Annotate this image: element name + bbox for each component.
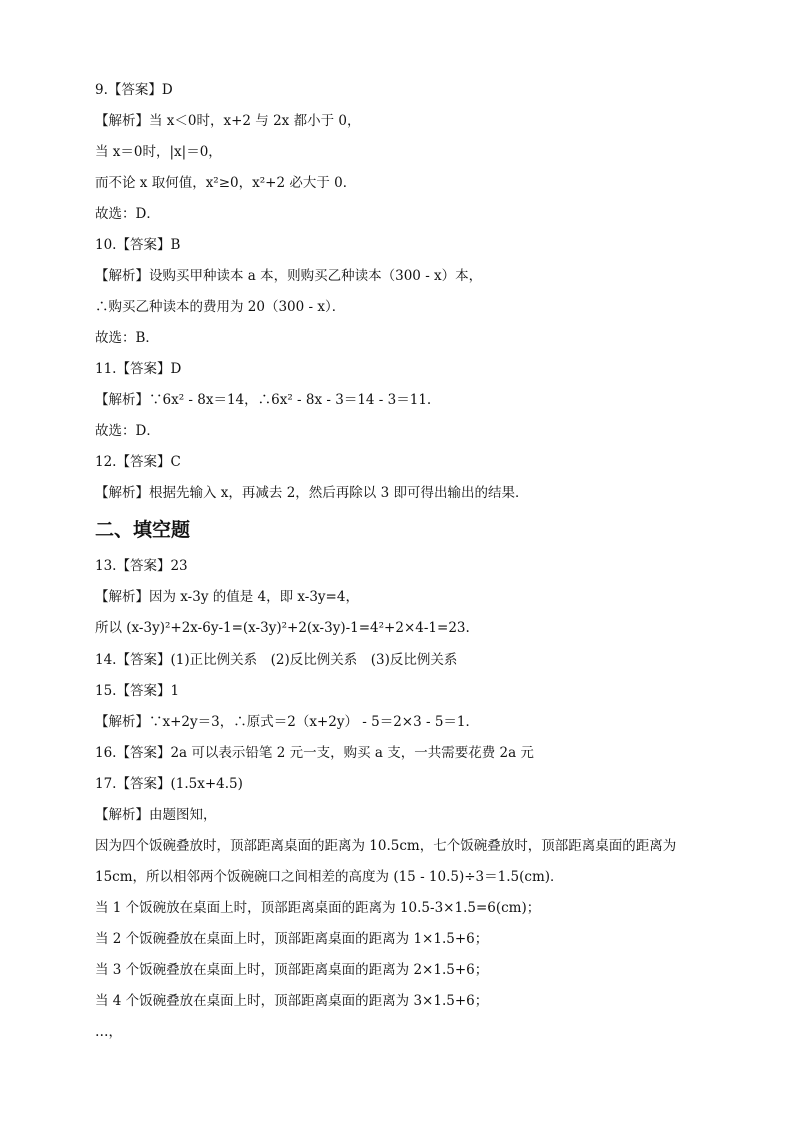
q10-choice: 故选：B． bbox=[95, 330, 159, 346]
q15-analysis: 【解析】∵x+2y＝3，∴原式＝2（x+2y） - 5＝2×3 - 5＝1． bbox=[95, 714, 480, 730]
q10-analysis: 【解析】设购买甲种读本 a 本，则购买乙种读本（300 - x）本， bbox=[95, 268, 483, 284]
q10-answer: 10.【答案】B bbox=[95, 237, 181, 253]
q11-choice: 故选：D． bbox=[95, 423, 160, 439]
q17-analysis-paragraph: 因为四个饭碗叠放时，顶部距离桌面的距离为 10.5cm，七个饭碗叠放时，顶部距离桌面的距离为 15cm，所以相邻两个饭碗碗口之间相差的高度为 (15 - 10.5)÷3＝1.5(cm)． bbox=[95, 838, 677, 885]
q17-step-4: 当 4 个饭碗叠放在桌面上时，顶部距离桌面的距离为 3×1.5+6； bbox=[95, 993, 489, 1009]
q9-choice: 故选：D． bbox=[95, 206, 160, 222]
q17-step-2: 当 2 个饭碗叠放在桌面上时，顶部距离桌面的距离为 1×1.5+6； bbox=[95, 931, 489, 947]
q13-analysis-line-2: 所以 (x-3y)²+2x-6y-1=(x-3y)²+2(x-3y)-1=4²+2×4-1=23. bbox=[95, 620, 470, 636]
q13-answer: 13.【答案】23 bbox=[95, 558, 188, 574]
q9-analysis-line-2: 当 x＝0时，|x|＝0， bbox=[95, 144, 222, 160]
q11-analysis: 【解析】∵6x² - 8x＝14，∴6x² - 8x - 3＝14 - 3＝11. bbox=[95, 392, 432, 408]
section-heading: 二、填空题 bbox=[95, 519, 191, 541]
q12-analysis: 【解析】根据先输入 x，再减去 2，然后再除以 3 即可得出输出的结果． bbox=[95, 485, 529, 501]
q15-answer: 15.【答案】1 bbox=[95, 683, 180, 699]
q17-step-3: 当 3 个饭碗叠放在桌面上时，顶部距离桌面的距离为 2×1.5+6； bbox=[95, 962, 489, 978]
q17-ellipsis: …， bbox=[95, 1024, 122, 1040]
q17-step-1: 当 1 个饭碗放在桌面上时，顶部距离桌面的距离为 10.5-3×1.5=6(cm)； bbox=[95, 900, 541, 916]
q16-answer: 16.【答案】2a 可以表示铅笔 2 元一支，购买 a 支，一共需要花费 2a 元 bbox=[95, 745, 534, 761]
q10-analysis-line-2: ∴购买乙种读本的费用为 20（300 - x）． bbox=[95, 299, 346, 315]
q9-answer: 9.【答案】D bbox=[95, 82, 173, 98]
q9-analysis: 【解析】当 x＜0时，x+2 与 2x 都小于 0， bbox=[95, 113, 361, 129]
q12-answer: 12.【答案】C bbox=[95, 454, 181, 470]
q9-analysis-line-3: 而不论 x 取何值，x²≥0，x²+2 必大于 0． bbox=[95, 175, 357, 191]
q17-analysis: 【解析】由题图知， bbox=[95, 807, 217, 823]
q14-answer: 14.【答案】(1)正比例关系 (2)反比例关系 (3)反比例关系 bbox=[95, 652, 458, 668]
q11-answer: 11.【答案】D bbox=[95, 361, 182, 377]
q13-analysis: 【解析】因为 x-3y 的值是 4，即 x-3y=4， bbox=[95, 589, 359, 605]
q17-answer: 17.【答案】(1.5x+4.5) bbox=[95, 776, 243, 792]
